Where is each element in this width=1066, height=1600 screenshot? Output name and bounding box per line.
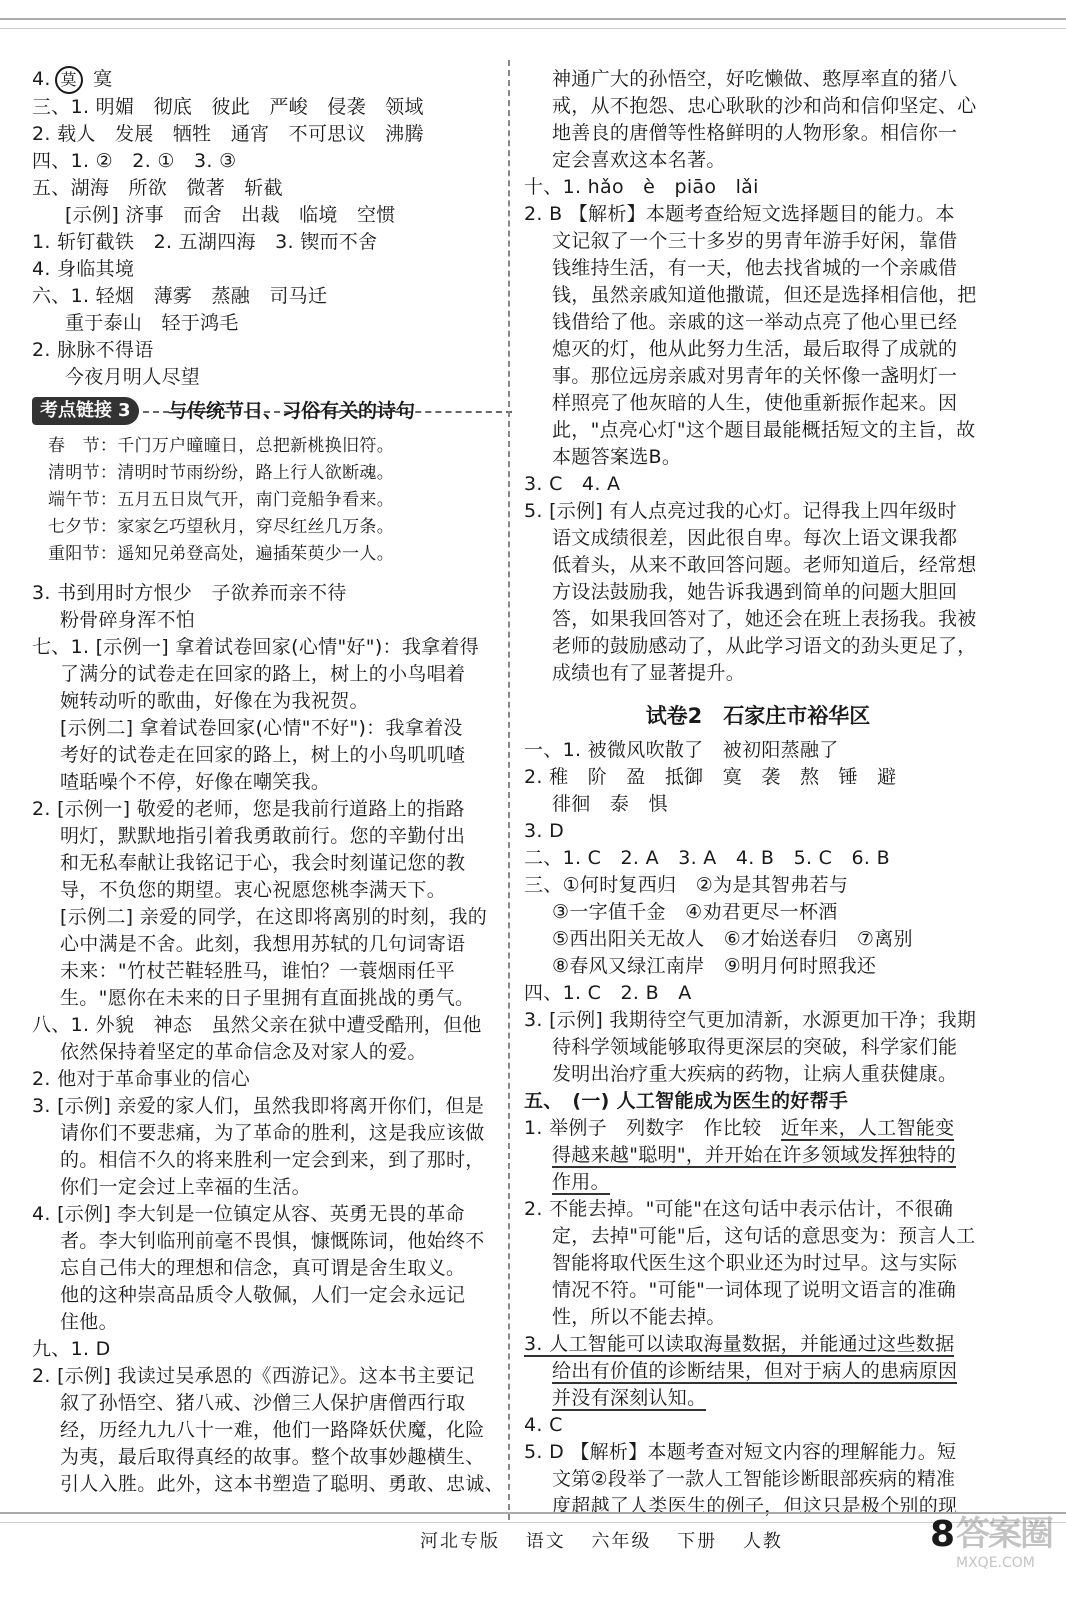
answer-line: 四、1. ② 2. ① 3. ③ (32, 150, 237, 172)
answer-line (524, 1385, 992, 1412)
answer-line: 请你们不要悲痛，为了革命的胜利，这是我应该做 (60, 1122, 485, 1144)
answer-line: 发明出治疗重大疾病的药物，让病人重获健康。 (552, 1063, 958, 1085)
answer-line: 度超越了人类医生的例子，但这只是极个别的现 (552, 1495, 958, 1517)
answer-line: 地善良的唐僧等性格鲜明的人物形象。相信你一 (552, 122, 958, 144)
answer-line: 依然保持着坚定的革命信念及对家人的爱。 (60, 1041, 427, 1063)
poem-line: 重阳节：遥知兄弟登高处，遍插茱萸少一人。 (48, 544, 394, 564)
answer-line: 本题答案选B。 (552, 446, 682, 468)
bottom-wave-border (0, 1512, 1066, 1523)
answer-line: 未来："竹杖芒鞋轻胜马，谁怕？一蓑烟雨任平 (60, 960, 456, 982)
answer-line: 重于泰山 轻于鸿毛 (65, 312, 239, 334)
pinyin-answer: 十、1. hǎo è piāo lǎi (524, 176, 759, 198)
answer-line: 生。"愿你在未来的日子里拥有直面挑战的勇气。 (60, 987, 475, 1009)
answer-line: 今夜月明人尽望 (65, 366, 201, 388)
answer-line: 六、1. 轻烟 薄雾 蒸融 司马迁 (32, 285, 328, 307)
answer-line (524, 1331, 992, 1358)
answer-line: 方设法鼓励我，她告诉我遇到简单的问题大胆回 (552, 581, 958, 603)
footer-subject: 语文 (525, 1531, 566, 1552)
answer-line: 一、1. 被微风吹散了 被初阳蒸融了 (524, 739, 839, 761)
answer-line: 四、1. C 2. B A (524, 982, 692, 1004)
answer-line: ③一字值千金 ④劝君更尽一杯酒 (552, 901, 838, 923)
answer-line: 语文成绩很差，因此很自卑。每次上语文课我都 (552, 527, 958, 549)
answer-line: 性，所以不能去掉。 (552, 1306, 726, 1328)
passage-title: 五、 (一) 人工智能成为医生的好帮手 (524, 1090, 849, 1112)
answer-line: 神通广大的孙悟空，好吃懒做、憨厚率直的猪八 (552, 68, 958, 90)
footer-edition: 河北专版 (420, 1531, 500, 1552)
answer-line: 忘自己伟大的理想和信念，真可谓是舍生取义。 (60, 1257, 466, 1279)
answer-line: 智能将取代医生这个职业还为时过早。这与实际 (552, 1252, 958, 1274)
answer-line: 成绩也有了显著提升。 (552, 662, 746, 684)
answer-line: 低着头，从来不敢回答问题。老师知道后，经常想 (552, 554, 977, 576)
answer-line: 老师的鼓励感动了，从此学习语文的劲头更足了， (552, 635, 977, 657)
answer-line: 4. C (524, 1414, 563, 1436)
footer (420, 1527, 801, 1553)
answer-line: 的。相信不久的将来胜利一定会到来，到了那时， (60, 1149, 485, 1171)
answer-line: 此，"点亮心灯"这个题目最能概括短文的主旨，故 (552, 419, 976, 441)
answer-line: 3. C 4. A (524, 473, 621, 495)
answer-line: 钱维持生活，有一天，他去找省城的一个亲戚借 (552, 257, 958, 279)
knowledge-link-banner (32, 395, 502, 427)
poem-line: 七夕节：家家乞巧望秋月，穿尽红丝几万条。 (48, 517, 394, 537)
poem-line: 端午节：五月五日岚气开，南门竞船争看来。 (48, 490, 394, 510)
column-divider (508, 60, 510, 1520)
answer-line: 三、①何时复西归 ②为是其智弗若与 (524, 874, 849, 896)
answer-line: 钱借给了他。亲戚的这一举动点亮了他心里已经 (552, 311, 958, 333)
answer-line: 引人入胜。此外，这本书塑造了聪明、勇敢、忠诚、 (60, 1473, 504, 1495)
answer-line: 心中满是不舍。此刻，我想用苏轼的几句词寄语 (60, 933, 466, 955)
answer-line: ⑧春风又绿江南岸 ⑨明月何时照我还 (552, 955, 877, 977)
answer-line: 2. [示例一] 敬爱的老师，您是我前行道路上的指路 (32, 798, 465, 820)
answer-line: 九、1. D (32, 1338, 111, 1360)
answer-line: 3. D (524, 820, 564, 842)
answer-line: 5. [示例] 有人点亮过我的心灯。记得我上四年级时 (524, 500, 957, 522)
poem-line: 清明节：清明时节雨纷纷，路上行人欲断魂。 (48, 463, 394, 483)
answer-line (524, 1169, 992, 1196)
answer-line: 2. [示例] 我读过吴承恩的《西游记》。这本书主要记 (32, 1365, 475, 1387)
answer-line: [示例二] 亲爱的同学，在这即将离别的时刻，我的 (60, 906, 488, 928)
answer-line: 为夷，最后取得真经的故事。整个故事妙趣横生、 (60, 1446, 485, 1468)
answer-line: 3. [示例] 我期待空气更加清新，水源更加干净；我期 (524, 1009, 977, 1031)
footer-grade: 六年级 (591, 1531, 652, 1552)
answer-line: [示例二] 拿着试卷回家(心情"不好")：我拿着没 (60, 717, 463, 739)
underlined-text: 近年来，人工智能变 (780, 1117, 955, 1139)
answer-line: 住他。 (60, 1311, 118, 1333)
underlined-text: 并没有深刻认知。 (552, 1387, 707, 1409)
answer-line: ⑤西出阳关无故人 ⑥才始送春归 ⑦离别 (552, 928, 913, 950)
answer-line (524, 1142, 992, 1169)
answer-line (524, 1358, 992, 1385)
answer-line: 戒，从不抱怨、忠心耿耿的沙和尚和信仰坚定、心 (552, 95, 977, 117)
banner-title: 与传统节日、习俗有关的诗句 (168, 400, 416, 422)
answer-line: 明灯，默默地指引着我勇敢前行。您的辛勤付出 (60, 825, 466, 847)
answer-line: 定会喜欢这本名著。 (552, 149, 726, 171)
answer-line: 事。那位远房亲戚对男青年的关怀像一盏明灯一 (552, 365, 958, 387)
underlined-text: 3. 人工智能可以读取海量数据，并能通过这些数据 (524, 1333, 955, 1355)
answer-line: 2. B 【解析】本题考查给短文选择题目的能力。本 (524, 203, 955, 225)
page-number: 8 (930, 1514, 956, 1555)
answer-line: 二、1. C 2. A 3. A 4. B 5. C 6. B (524, 847, 890, 869)
answer-line: 五、湖海 所欲 微著 斩截 (32, 177, 283, 199)
answer-line: 3. [示例] 亲爱的家人们，虽然我即将离开你们，但是 (32, 1095, 485, 1117)
answer-line: 和无私奉献让我铭记于心，我会时刻谨记您的教 (60, 852, 466, 874)
footer-volume: 下册 (677, 1531, 718, 1552)
banner-tag: 考点链接 3 (32, 397, 139, 425)
answer-line: 定，去掉"可能"后，这句话的意思变为：预言人工 (552, 1225, 976, 1247)
answer-line: 1. 斩钉截铁 2. 五湖四海 3. 锲而不舍 (32, 231, 378, 253)
section-title: 试卷2 石家庄市裕华区 (645, 704, 871, 728)
right-column (524, 66, 992, 1520)
answer-line: 你们一定会过上幸福的生活。 (60, 1176, 311, 1198)
answer-line: 考好的试卷走在回家的路上，树上的小鸟叽叽喳 (60, 744, 466, 766)
underlined-text: 给出有价值的诊断结果，但对于病人的患病原因 (552, 1360, 958, 1382)
answer-line: 2. 他对于革命事业的信心 (32, 1068, 251, 1090)
answer-line: 情况不符。"可能"一词体现了说明文语言的准确 (552, 1279, 957, 1301)
answer-line: 2. 载人 发展 牺牲 通宵 不可思议 沸腾 (32, 123, 424, 145)
answer-line: 粉骨碎身浑不怕 (60, 609, 196, 631)
answer-line: 徘徊 泰 惧 (552, 793, 668, 815)
top-wave-border (0, 18, 1066, 29)
underlined-text: 作用。 (552, 1171, 610, 1193)
answer-line: 2. 脉脉不得语 (32, 339, 154, 361)
watermark-logo: 答案圈 MXQE.COM (956, 1514, 1052, 1571)
answer-line: 者。李大钊临刑前毫不畏惧，慷慨陈词，他始终不 (60, 1230, 485, 1252)
answer-line: 喳聒噪个不停，好像在嘲笑我。 (60, 771, 331, 793)
circled-char: 莫 (55, 66, 83, 94)
answer-line: 4. 身临其境 (32, 258, 135, 280)
answer-line: 八、1. 外貌 神态 虽然父亲在狱中遭受酷刑，但他 (32, 1014, 482, 1036)
answer-line: 文记叙了一个三十多岁的男青年游手好闲，靠借 (552, 230, 958, 252)
answer-line: [示例] 济事 而舍 出裁 临境 空惯 (65, 204, 396, 226)
answer-line: 3. 书到用时方恨少 子欲养而亲不待 (32, 582, 347, 604)
answer-line: 4. 莫 寞 (32, 66, 502, 94)
answer-line: 他的这种崇高品质令人敬佩，人们一定会永远记 (60, 1284, 466, 1306)
answer-line: 熄灭的灯，他从此努力生活，最后取得了成就的 (552, 338, 958, 360)
answer-line: 叙了孙悟空、猪八戒、沙僧三人保护唐僧西行取 (60, 1392, 466, 1414)
answer-line: 导，不负您的期望。衷心祝愿您桃李满天下。 (60, 879, 447, 901)
poem-line: 春 节：千门万户曈曈日，总把新桃换旧符。 (48, 436, 394, 456)
answer-line: 5. D 【解析】本题考查对短文内容的理解能力。短 (524, 1441, 957, 1463)
answer-line: 2. 稚 阶 盈 抵御 寞 袭 熬 锤 避 (524, 766, 897, 788)
left-column (32, 66, 502, 1498)
answer-line: 1. 举例子 列数字 作比较 近年来，人工智能变 (524, 1117, 955, 1139)
answer-line: 文第②段举了一款人工智能诊断眼部疾病的精准 (552, 1468, 956, 1490)
footer-publisher: 人教 (742, 1531, 783, 1552)
answer-line: 了满分的试卷走在回家的路上，树上的小鸟唱着 (60, 663, 466, 685)
answer-line: 答，如果我回答对了，她还会在班上表扬我。我被 (552, 608, 977, 630)
answer-line: 婉转动听的歌曲，好像在为我祝贺。 (60, 690, 369, 712)
answer-line: 样照亮了他灰暗的人生，使他重新振作起来。因 (552, 392, 958, 414)
answer-line: 2. 不能去掉。"可能"在这句话中表示估计，不很确 (524, 1198, 954, 1220)
answer-line: 4. [示例] 李大钊是一位镇定从容、英勇无畏的革命 (32, 1203, 465, 1225)
underlined-text: 得越来越"聪明"，并开始在许多领域发挥独特的 (552, 1144, 957, 1166)
answer-line: 三、1. 明媚 彻底 彼此 严峻 侵袭 领域 (32, 96, 424, 118)
answer-line: 待科学领域能够取得更深层的突破，科学家们能 (552, 1036, 958, 1058)
answer-line: 钱，虽然亲戚知道他撒谎，但还是选择相信他，把 (552, 284, 977, 306)
answer-line: 经，历经九九八十一难，他们一路降妖伏魔，化险 (60, 1419, 485, 1441)
answer-line: 七、1. [示例一] 拿着试卷回家(心情"好")：我拿着得 (32, 636, 480, 658)
